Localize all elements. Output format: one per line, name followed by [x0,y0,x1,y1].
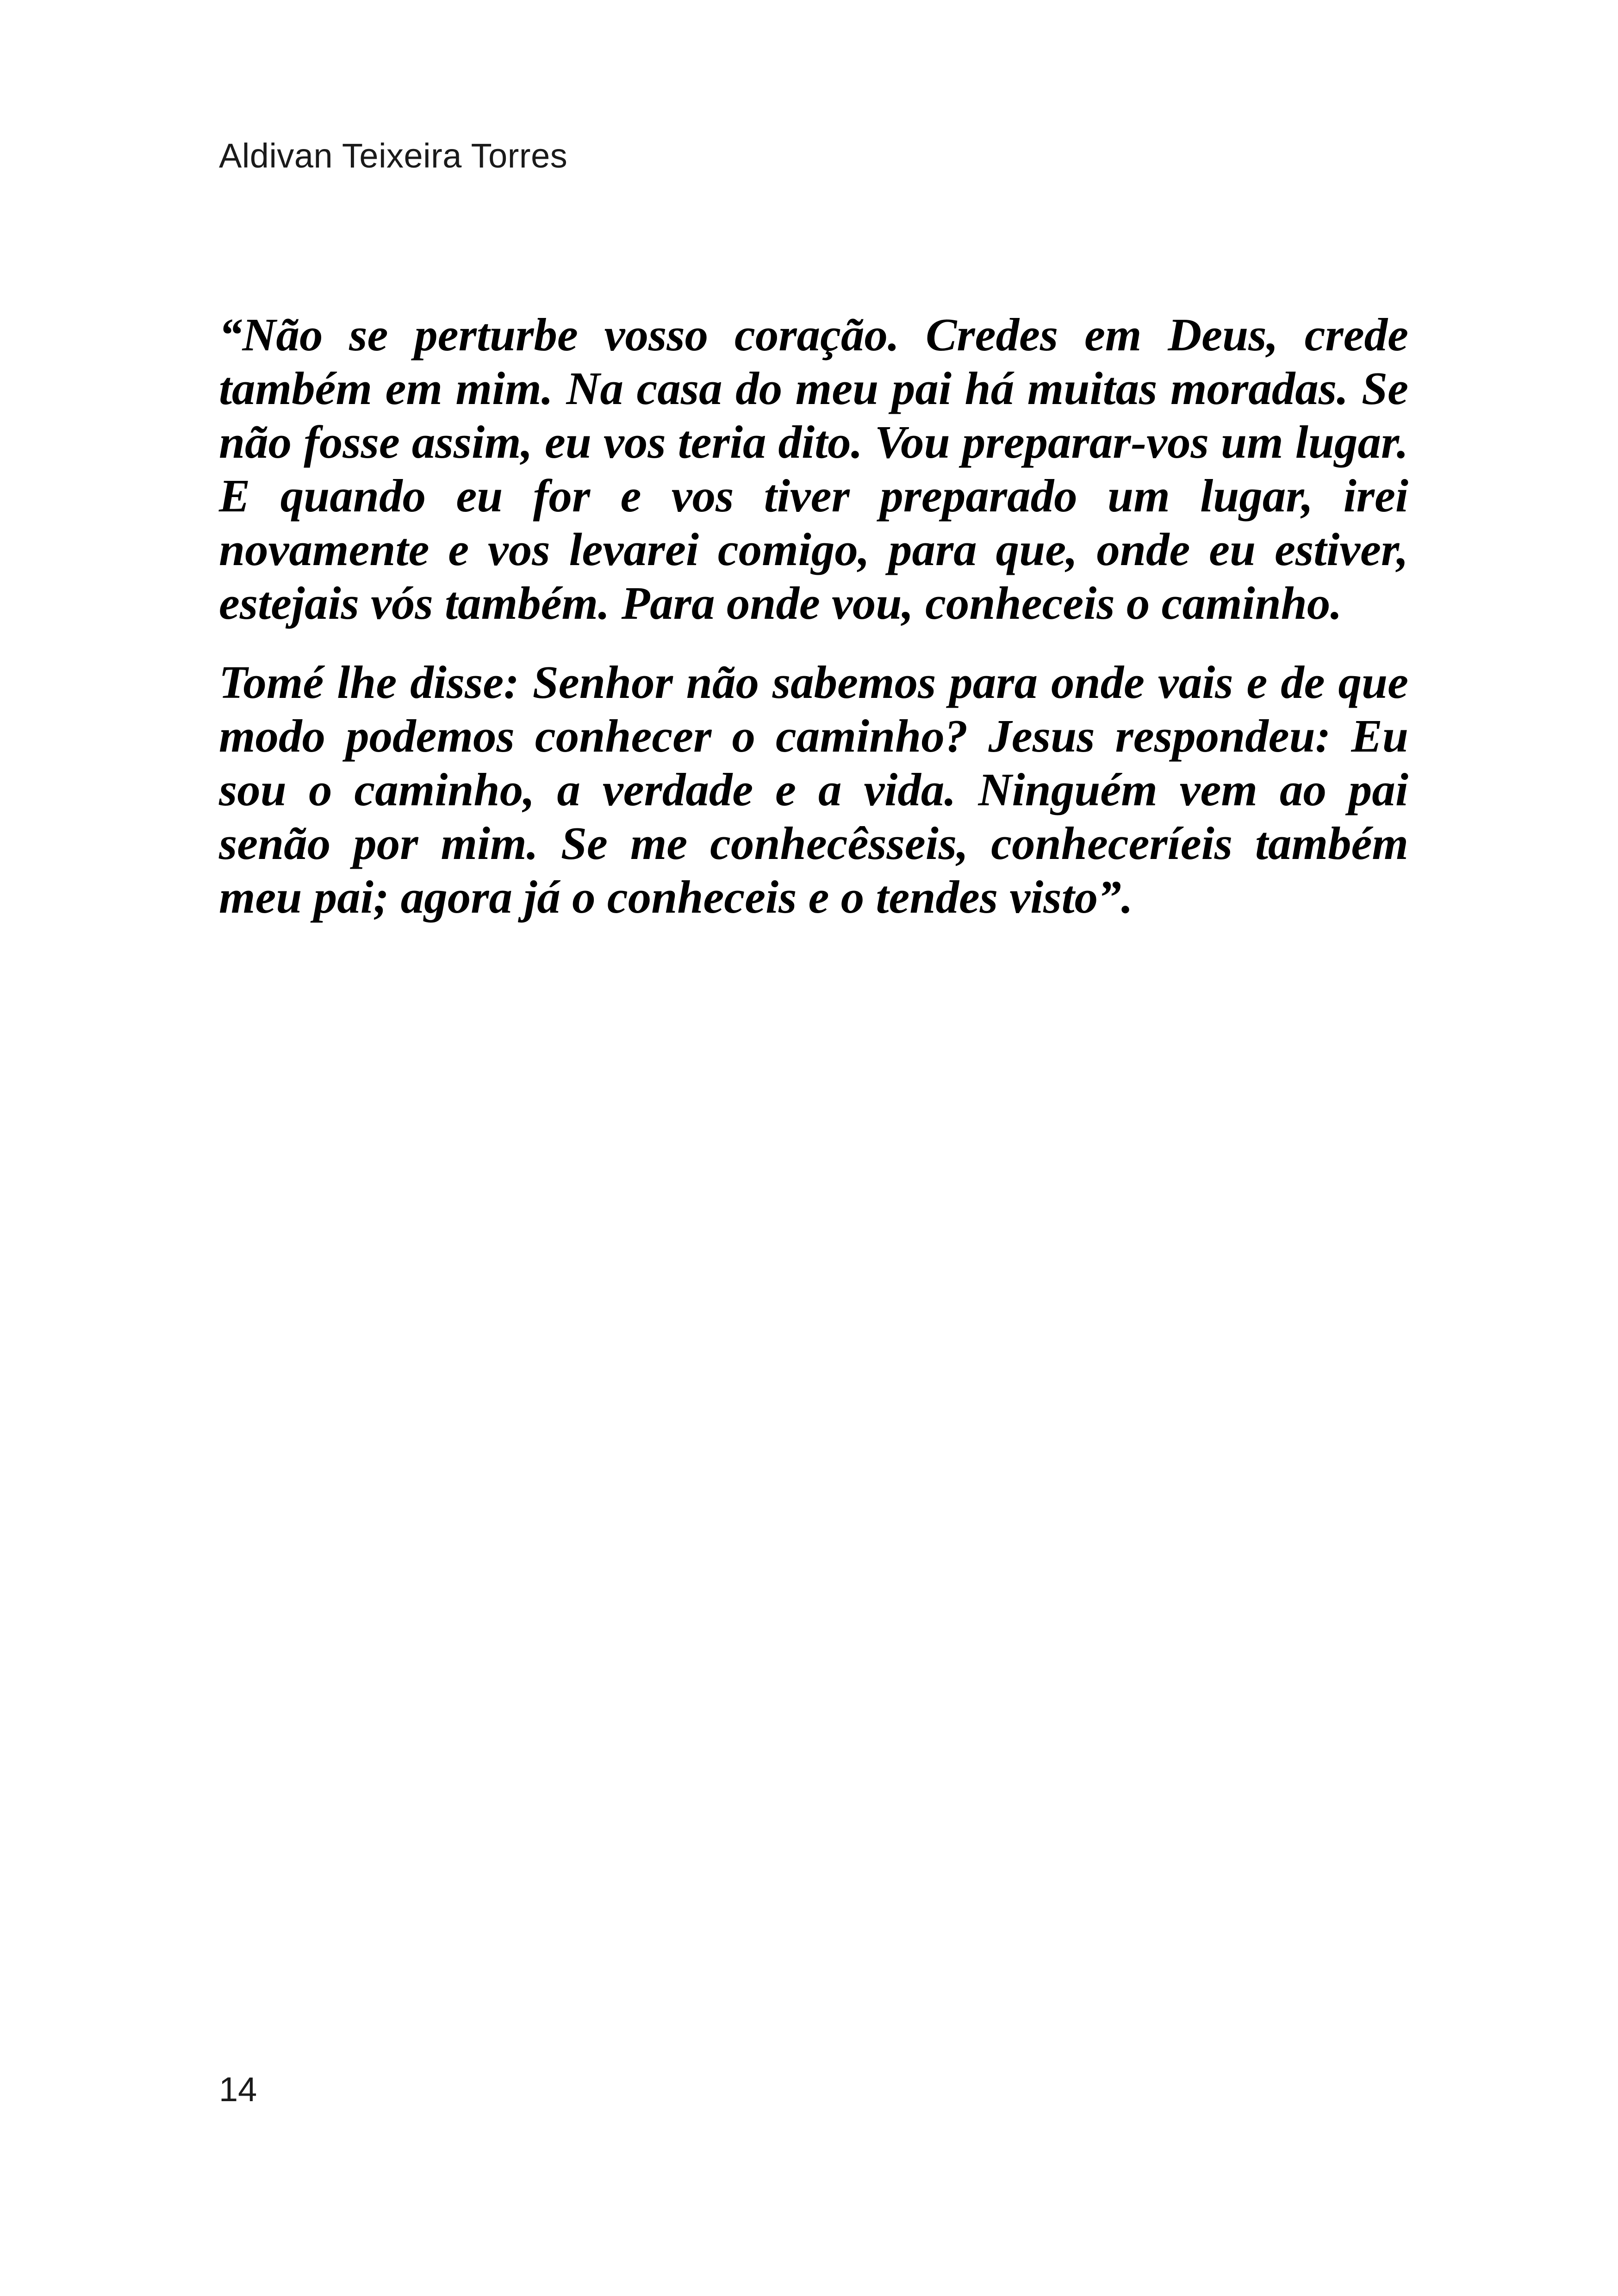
paragraph-quote-1: “Não se perturbe vosso coração. Credes em Deus, crede também em mim. Na casa do meu pai há muitas moradas. Se não fosse assim, eu vos teria dito. Vou preparar-vos um lugar. E quando eu for e vos tiver preparado um lugar, irei novamente e vos levarei comigo, para que, onde eu estiver, estejais vós também. Para onde vou, conheceis o caminho. [219,309,1408,629]
paragraph-quote-2: Tomé lhe disse: Senhor não sabemos para onde vais e de que modo podemos conhecer o caminho? Jesus respondeu: Eu sou o caminho, a verdade e a vida. Ninguém vem ao pai senão por mim. Se me conhecêsseis, conheceríeis também meu pai; agora já o conheceis e o tendes visto”. [219,656,1408,923]
running-header-author: Aldivan Teixeira Torres [219,137,568,175]
page-number: 14 [219,2070,257,2109]
body-text [219,308,1408,949]
